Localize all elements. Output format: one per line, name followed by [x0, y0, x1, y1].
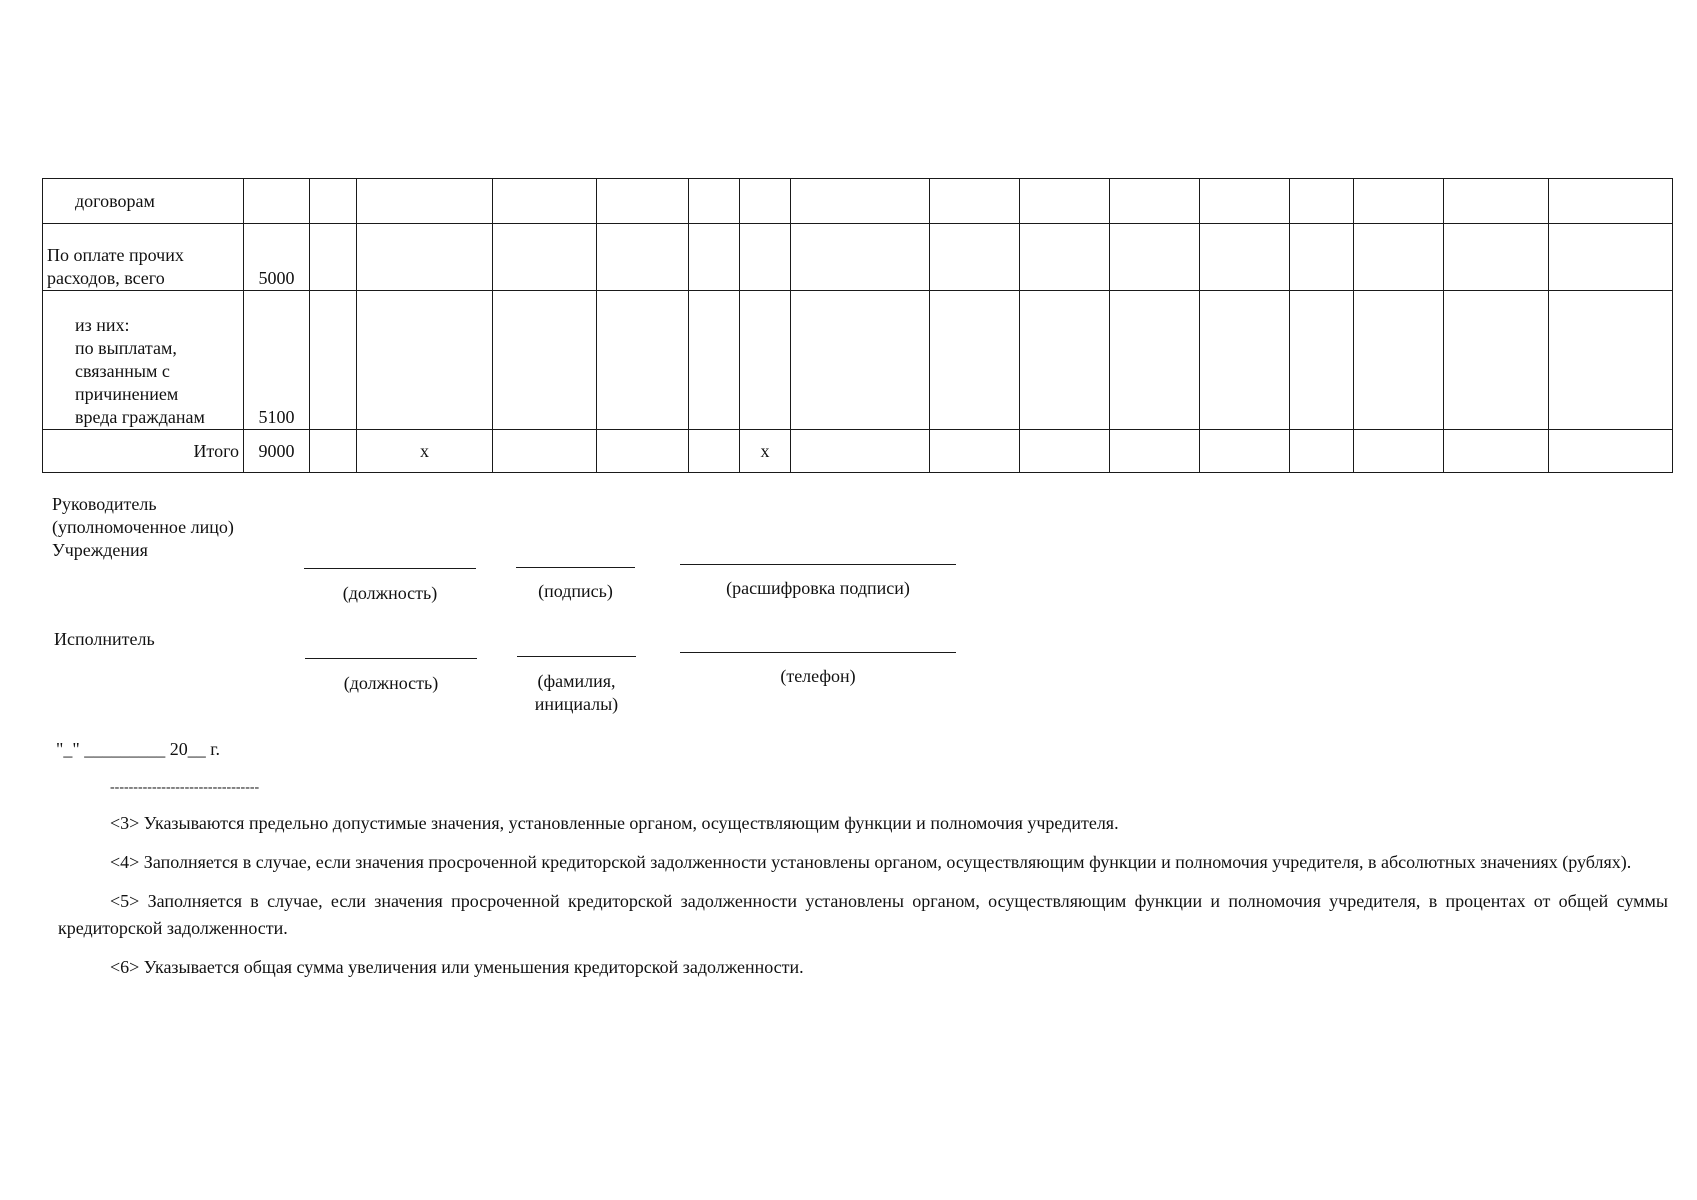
table-cell: [689, 291, 740, 430]
row-label: договорам: [43, 179, 244, 224]
executor-name-caption: (фамилия, инициалы): [534, 671, 619, 714]
row-label: Итого: [43, 430, 244, 473]
table-cell: [310, 430, 357, 473]
table-cell: [1444, 224, 1549, 291]
table-cell: [1020, 291, 1110, 430]
table-cell: x: [357, 430, 493, 473]
table-cell: [1200, 291, 1290, 430]
table-cell: [930, 291, 1020, 430]
table-cell: [1444, 430, 1549, 473]
table-cell: [1020, 179, 1110, 224]
executor-phone-caption: (телефон): [780, 666, 856, 686]
table-cell: [357, 291, 493, 430]
table-cell: [689, 179, 740, 224]
table-row: [43, 430, 1673, 473]
table-cell: [1110, 224, 1200, 291]
table-cell: [1110, 430, 1200, 473]
table-cell: [1200, 224, 1290, 291]
footnote-3: <3> Указываются предельно допустимые значения, установленные органом, осуществляющим функции и полномочия учредителя.: [110, 813, 1119, 833]
table-cell: [493, 291, 597, 430]
table-cell: [1549, 224, 1673, 291]
table-cell: [1200, 430, 1290, 473]
table-cell: [1354, 430, 1444, 473]
table-cell: [740, 291, 791, 430]
row-label: из них: по выплатам, связанным с причинением вреда гражданам: [43, 291, 244, 430]
footnote-6: <6> Указывается общая сумма увеличения или уменьшения кредиторской задолженности.: [110, 957, 804, 977]
executor-label: Исполнитель: [54, 629, 155, 649]
executor-position-caption: (должность): [343, 673, 439, 693]
table-cell: [930, 179, 1020, 224]
executor-phone-line: [680, 652, 956, 653]
table-cell: [493, 224, 597, 291]
table-cell: [1020, 430, 1110, 473]
table-cell: [791, 224, 930, 291]
report-table: [42, 178, 1673, 473]
head-signature-line: [516, 567, 635, 568]
head-decoding-caption: (расшифровка подписи): [726, 578, 910, 598]
table-cell: [597, 224, 689, 291]
table-row: [43, 224, 1673, 291]
row-code: 5100: [244, 291, 310, 430]
table-cell: [1354, 291, 1444, 430]
executor-name-line: [517, 656, 636, 657]
table-cell: [1110, 179, 1200, 224]
table-cell: [1444, 179, 1549, 224]
footnote-5: <5> Заполняется в случае, если значения просроченной кредиторской задолженности установлены органом, осуществляющим функции и полномочия учредителя, в процентах от общей суммы кредиторской задолженности.: [58, 891, 1668, 938]
head-position-line: [304, 568, 476, 569]
table-row: [43, 291, 1673, 430]
table-cell: [493, 430, 597, 473]
table-cell: [357, 224, 493, 291]
head-signature-caption: (подпись): [538, 581, 613, 601]
executor-position-line: [305, 658, 477, 659]
table-cell: [1200, 179, 1290, 224]
table-cell: [740, 179, 791, 224]
table-cell: [1290, 179, 1354, 224]
table-cell: [1290, 291, 1354, 430]
head-label: Руководитель (уполномоченное лицо) Учреждения: [52, 494, 234, 560]
table-cell: [310, 291, 357, 430]
footnote-separator: --------------------------------: [110, 780, 260, 795]
table-cell: [1549, 291, 1673, 430]
table-cell: [740, 224, 791, 291]
head-position-caption: (должность): [342, 583, 438, 603]
table-cell: [930, 224, 1020, 291]
table-cell: [597, 430, 689, 473]
table-cell: [1290, 224, 1354, 291]
table-cell: [1110, 291, 1200, 430]
table-cell: [310, 224, 357, 291]
table-cell: [1290, 430, 1354, 473]
table-cell: [1354, 224, 1444, 291]
table-cell: [1020, 224, 1110, 291]
table-cell: [1549, 430, 1673, 473]
date-line: "_" _________ 20__ г.: [56, 739, 221, 759]
footnotes: [58, 810, 1668, 993]
row-label: По оплате прочих расходов, всего: [43, 224, 244, 291]
table-cell: [597, 291, 689, 430]
table-cell: [493, 179, 597, 224]
head-decoding-line: [680, 564, 956, 565]
table-cell: [1549, 179, 1673, 224]
row-code: 9000: [244, 430, 310, 473]
table-cell: [310, 179, 357, 224]
table-cell: [791, 291, 930, 430]
table-cell: [357, 179, 493, 224]
table-row: [43, 179, 1673, 224]
row-code: 5000: [244, 224, 310, 291]
row-code: [244, 179, 310, 224]
table-cell: [791, 430, 930, 473]
table-cell: [689, 224, 740, 291]
table-cell: [1354, 179, 1444, 224]
table-cell: [930, 430, 1020, 473]
table-cell: x: [740, 430, 791, 473]
footnote-4: <4> Заполняется в случае, если значения просроченной кредиторской задолженности установлены органом, осуществляющим функции и полномочия учредителя, в абсолютных значениях (рублях).: [110, 852, 1632, 872]
table-cell: [689, 430, 740, 473]
table-cell: [597, 179, 689, 224]
table-cell: [1444, 291, 1549, 430]
table-cell: [791, 179, 930, 224]
